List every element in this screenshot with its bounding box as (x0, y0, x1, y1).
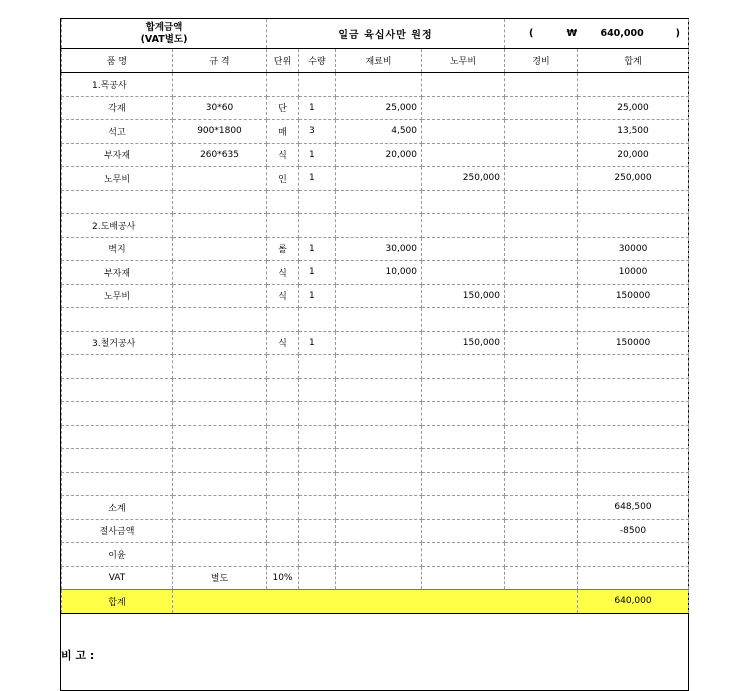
cell-total: 25,000 (578, 96, 689, 120)
table-row (62, 449, 689, 473)
cell-labor (422, 378, 505, 402)
cell-labor (422, 214, 505, 238)
cell-total: 13,500 (578, 120, 689, 144)
table-row (62, 378, 689, 402)
close-paren: ) (675, 28, 680, 39)
cell-spec (173, 449, 267, 473)
cell-expense (505, 543, 578, 567)
amount-value: 640,000 (600, 28, 644, 39)
amount-summary-row (62, 19, 689, 49)
cell-qty (299, 566, 336, 590)
cell-unit (267, 519, 299, 543)
grand-total-value: 640,000 (578, 590, 689, 614)
cell-item (62, 472, 173, 496)
cell-spec (173, 472, 267, 496)
table-row (62, 402, 689, 426)
table-row (62, 167, 689, 191)
cell-labor (422, 519, 505, 543)
cell-unit: 식 (267, 143, 299, 167)
open-paren: ( (529, 28, 534, 39)
cell-unit (267, 378, 299, 402)
col-header-qty: 수량 (299, 49, 336, 73)
grand-total-blank (173, 590, 267, 614)
cell-item: 노무비 (62, 167, 173, 191)
cell-material (336, 449, 422, 473)
cell-material: 10,000 (336, 261, 422, 285)
cell-qty: 1 (299, 284, 336, 308)
cell-qty (299, 449, 336, 473)
cell-total: 30000 (578, 237, 689, 261)
cell-item: VAT (62, 566, 173, 590)
cell-labor (422, 472, 505, 496)
cell-total (578, 449, 689, 473)
cell-unit (267, 308, 299, 332)
cell-labor (422, 402, 505, 426)
cell-material (336, 214, 422, 238)
cell-material (336, 402, 422, 426)
cell-unit: 10% (267, 566, 299, 590)
cell-qty (299, 519, 336, 543)
cell-expense (505, 331, 578, 355)
cell-total (578, 190, 689, 214)
cell-labor (422, 308, 505, 332)
cell-qty (299, 73, 336, 97)
table-row (62, 284, 689, 308)
cell-total: -8500 (578, 519, 689, 543)
table-row (62, 472, 689, 496)
cell-qty: 1 (299, 261, 336, 285)
cell-total (578, 355, 689, 379)
cell-item (62, 308, 173, 332)
table-row (62, 96, 689, 120)
cell-total: 150000 (578, 284, 689, 308)
cell-unit: 단 (267, 96, 299, 120)
cell-material (336, 472, 422, 496)
cell-qty: 1 (299, 167, 336, 191)
table-row (62, 190, 689, 214)
cell-unit: 식 (267, 284, 299, 308)
estimate-table (61, 19, 689, 614)
cell-unit: 식 (267, 261, 299, 285)
cell-expense (505, 378, 578, 402)
cell-unit: 인 (267, 167, 299, 191)
cell-labor (422, 355, 505, 379)
cell-qty (299, 214, 336, 238)
cell-spec (173, 73, 267, 97)
cell-unit (267, 496, 299, 520)
cell-total (578, 378, 689, 402)
cell-spec (173, 214, 267, 238)
cell-total (578, 472, 689, 496)
cell-expense (505, 284, 578, 308)
cell-qty (299, 543, 336, 567)
cell-labor (422, 143, 505, 167)
col-header-expense: 경비 (505, 49, 578, 73)
cell-labor (422, 449, 505, 473)
cell-expense (505, 143, 578, 167)
cell-unit: 매 (267, 120, 299, 144)
table-row (62, 355, 689, 379)
cell-item (62, 378, 173, 402)
cell-total (578, 425, 689, 449)
grand-total-row (62, 590, 689, 614)
table-row (62, 519, 689, 543)
remarks-label: 비 고 : (61, 649, 95, 662)
cell-material: 20,000 (336, 143, 422, 167)
cell-total: 648,500 (578, 496, 689, 520)
cell-unit (267, 425, 299, 449)
cell-spec (173, 378, 267, 402)
cell-labor: 150,000 (422, 284, 505, 308)
cell-material (336, 284, 422, 308)
cell-qty: 3 (299, 120, 336, 144)
cell-spec: 별도 (173, 566, 267, 590)
cell-labor (422, 425, 505, 449)
amount-figure (505, 19, 689, 49)
cell-labor (422, 96, 505, 120)
grand-total-blank (422, 590, 505, 614)
cell-material (336, 167, 422, 191)
cell-material (336, 190, 422, 214)
cell-qty (299, 402, 336, 426)
cell-total (578, 308, 689, 332)
currency-symbol: ₩ (566, 28, 578, 39)
total-amount-label-line2: (VAT별도) (140, 33, 188, 45)
cell-expense (505, 472, 578, 496)
cell-item: 이윤 (62, 543, 173, 567)
cell-material (336, 496, 422, 520)
cell-item: 부자재 (62, 143, 173, 167)
cell-total (578, 543, 689, 567)
amount-in-words: 일금 육십사만 원정 (267, 19, 505, 49)
cell-item: 각재 (62, 96, 173, 120)
cell-item: 3.철거공사 (62, 331, 173, 355)
cell-spec (173, 284, 267, 308)
cell-spec (173, 355, 267, 379)
cell-expense (505, 402, 578, 426)
cell-unit (267, 73, 299, 97)
cell-material: 25,000 (336, 96, 422, 120)
cell-material (336, 331, 422, 355)
cell-spec (173, 190, 267, 214)
table-row (62, 143, 689, 167)
cell-expense (505, 120, 578, 144)
cell-total: 250,000 (578, 167, 689, 191)
grand-total-blank (267, 590, 299, 614)
column-header-row (62, 49, 689, 73)
cell-material (336, 308, 422, 332)
cell-spec (173, 543, 267, 567)
cell-labor (422, 543, 505, 567)
col-header-labor: 노무비 (422, 49, 505, 73)
col-header-unit: 단위 (267, 49, 299, 73)
cell-item: 벽지 (62, 237, 173, 261)
cell-material (336, 425, 422, 449)
table-row (62, 214, 689, 238)
cell-item (62, 190, 173, 214)
cell-unit (267, 449, 299, 473)
cell-material: 30,000 (336, 237, 422, 261)
cell-spec (173, 237, 267, 261)
cell-qty (299, 308, 336, 332)
cell-qty (299, 472, 336, 496)
cell-qty: 1 (299, 331, 336, 355)
cell-item (62, 425, 173, 449)
cell-expense (505, 355, 578, 379)
cell-spec (173, 167, 267, 191)
cell-item: 2.도배공사 (62, 214, 173, 238)
cell-item (62, 402, 173, 426)
cell-material (336, 566, 422, 590)
cell-labor (422, 496, 505, 520)
cell-item: 부자재 (62, 261, 173, 285)
cell-expense (505, 449, 578, 473)
cell-qty (299, 496, 336, 520)
cell-expense (505, 425, 578, 449)
table-row (62, 308, 689, 332)
cell-labor: 250,000 (422, 167, 505, 191)
cell-unit (267, 355, 299, 379)
table-body (62, 73, 689, 590)
table-row (62, 73, 689, 97)
cell-labor: 150,000 (422, 331, 505, 355)
cell-unit: 롤 (267, 237, 299, 261)
cell-unit (267, 472, 299, 496)
table-row (62, 120, 689, 144)
table-row (62, 237, 689, 261)
grand-total-blank (505, 590, 578, 614)
col-header-item: 품 명 (62, 49, 173, 73)
cell-unit (267, 214, 299, 238)
cell-qty (299, 190, 336, 214)
cell-material (336, 519, 422, 543)
cell-spec: 260*635 (173, 143, 267, 167)
cell-material (336, 355, 422, 379)
cell-expense (505, 73, 578, 97)
cell-material: 4,500 (336, 120, 422, 144)
grand-total-blank (299, 590, 336, 614)
cell-labor (422, 190, 505, 214)
cell-qty (299, 355, 336, 379)
cell-material (336, 543, 422, 567)
grand-total-label: 합계 (62, 590, 173, 614)
cell-qty (299, 425, 336, 449)
cell-spec (173, 261, 267, 285)
cell-expense (505, 519, 578, 543)
cell-item (62, 449, 173, 473)
cell-qty: 1 (299, 237, 336, 261)
cell-unit (267, 402, 299, 426)
grand-total-blank (336, 590, 422, 614)
cell-unit (267, 543, 299, 567)
cell-material (336, 73, 422, 97)
cell-expense (505, 237, 578, 261)
cell-spec (173, 402, 267, 426)
cell-total (578, 73, 689, 97)
cell-expense (505, 96, 578, 120)
cell-expense (505, 566, 578, 590)
table-row (62, 566, 689, 590)
cell-labor (422, 261, 505, 285)
cell-item: 소계 (62, 496, 173, 520)
cell-total (578, 214, 689, 238)
col-header-total: 합계 (578, 49, 689, 73)
cell-expense (505, 496, 578, 520)
cell-spec (173, 425, 267, 449)
cell-expense (505, 261, 578, 285)
cell-item: 절사금액 (62, 519, 173, 543)
table-row (62, 261, 689, 285)
cell-unit: 식 (267, 331, 299, 355)
cell-qty (299, 378, 336, 402)
cell-total: 20,000 (578, 143, 689, 167)
cell-spec (173, 519, 267, 543)
cell-labor (422, 566, 505, 590)
cell-item: 석고 (62, 120, 173, 144)
cell-total: 10000 (578, 261, 689, 285)
cell-total (578, 402, 689, 426)
cell-item: 노무비 (62, 284, 173, 308)
col-header-spec: 규 격 (173, 49, 267, 73)
cell-qty: 1 (299, 143, 336, 167)
total-amount-label-line1: 합계금액 (145, 21, 183, 33)
cell-qty: 1 (299, 96, 336, 120)
col-header-material: 재료비 (336, 49, 422, 73)
cell-total: 150000 (578, 331, 689, 355)
table-row (62, 425, 689, 449)
cell-spec (173, 331, 267, 355)
cell-labor (422, 73, 505, 97)
total-amount-label (62, 19, 267, 49)
cell-item: 1.목공사 (62, 73, 173, 97)
cell-total (578, 566, 689, 590)
cell-spec: 30*60 (173, 96, 267, 120)
cell-item (62, 355, 173, 379)
table-row (62, 331, 689, 355)
cell-expense (505, 308, 578, 332)
cell-expense (505, 190, 578, 214)
cell-unit (267, 190, 299, 214)
cell-labor (422, 237, 505, 261)
cell-expense (505, 167, 578, 191)
estimate-sheet (60, 18, 689, 691)
cell-expense (505, 214, 578, 238)
cell-spec (173, 496, 267, 520)
cell-material (336, 378, 422, 402)
table-row (62, 543, 689, 567)
cell-spec: 900*1800 (173, 120, 267, 144)
cell-spec (173, 308, 267, 332)
cell-labor (422, 120, 505, 144)
table-row (62, 496, 689, 520)
